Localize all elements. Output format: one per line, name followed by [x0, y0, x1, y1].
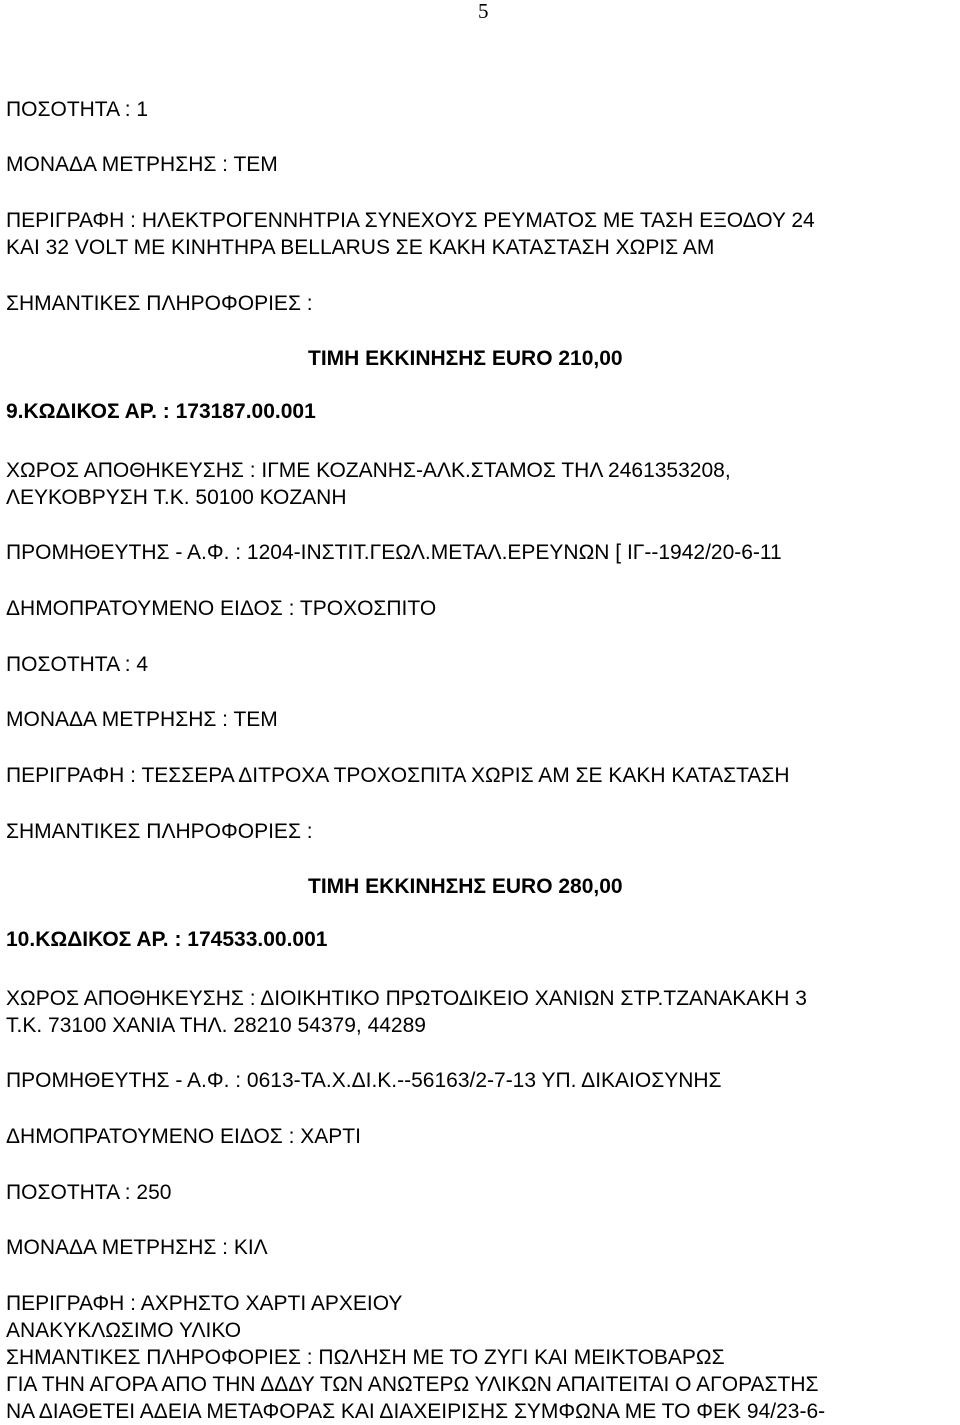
item9-starting-price: ΤΙΜΗ ΕΚΚΙΝΗΣΗΣ EURO 280,00 [308, 875, 623, 898]
item9-auctioned-item: ΔΗΜΟΠΡΑΤΟΥΜΕΝΟ ΕΙΔΟΣ : ΤΡΟΧΟΣΠΙΤΟ [6, 597, 437, 620]
item8-description-line1: ΠΕΡΙΓΡΑΦΗ : ΗΛΕΚΤΡΟΓΕΝΝΗΤΡΙΑ ΣΥΝΕΧΟΥΣ ΡΕΥΜΑΤΟΣ ΜΕ ΤΑΣΗ ΕΞΟΔΟΥ 24 [6, 209, 815, 232]
item9-quantity: ΠΟΣΟΤΗΤΑ : 4 [6, 653, 149, 676]
item10-auctioned-item: ΔΗΜΟΠΡΑΤΟΥΜΕΝΟ ΕΙΔΟΣ : ΧΑΡΤΙ [6, 1125, 361, 1148]
item10-important-info-line1: ΣΗΜΑΝΤΙΚΕΣ ΠΛΗΡΟΦΟΡΙΕΣ : ΠΩΛΗΣΗ ΜΕ ΤΟ ΖΥΓΙ ΚΑΙ ΜΕΙΚΤΟΒΑΡΩΣ [6, 1346, 725, 1369]
item8-important-info: ΣΗΜΑΝΤΙΚΕΣ ΠΛΗΡΟΦΟΡΙΕΣ : [6, 292, 313, 315]
item10-supplier: ΠΡΟΜΗΘΕΥΤΗΣ - Α.Φ. : 0613-ΤΑ.Χ.ΔΙ.Κ.--56163/2-7-13 ΥΠ. ΔΙΚΑΙΟΣΥΝΗΣ [6, 1069, 722, 1092]
item10-important-info-line3: ΝΑ ΔΙΑΘΕΤΕΙ ΑΔΕΙΑ ΜΕΤΑΦΟΡΑΣ ΚΑΙ ΔΙΑΧΕΙΡΙΣΗΣ ΣΥΜΦΩΝΑ ΜΕ ΤΟ ΦΕΚ 94/23-6- [6, 1400, 826, 1423]
item10-code: 10.ΚΩΔΙΚΟΣ ΑΡ. : 174533.00.001 [6, 928, 328, 951]
item9-storage-line2: ΛΕΥΚΟΒΡΥΣΗ Τ.Κ. 50100 ΚΟΖΑΝΗ [6, 486, 347, 509]
item9-code: 9.ΚΩΔΙΚΟΣ ΑΡ. : 173187.00.001 [6, 400, 316, 423]
page-number: 5 [478, 0, 489, 23]
item9-storage-line1: ΧΩΡΟΣ ΑΠΟΘΗΚΕΥΣΗΣ : ΙΓΜΕ ΚΟΖΑΝΗΣ-ΑΛΚ.ΣΤΑΜΟΣ ΤΗΛ 2461353208, [6, 459, 731, 482]
item10-important-info-line2: ΓΙΑ ΤΗΝ ΑΓΟΡΑ ΑΠΟ ΤΗΝ ΔΔΔΥ ΤΩΝ ΑΝΩΤΕΡΩ ΥΛΙΚΩΝ ΑΠΑΙΤΕΙΤΑΙ Ο ΑΓΟΡΑΣΤΗΣ [6, 1373, 819, 1396]
item8-starting-price: ΤΙΜΗ ΕΚΚΙΝΗΣΗΣ EURO 210,00 [308, 347, 623, 370]
item10-unit: ΜΟΝΑΔΑ ΜΕΤΡΗΣΗΣ : ΚΙΛ [6, 1236, 268, 1259]
item10-description-line1: ΠΕΡΙΓΡΑΦΗ : ΑΧΡΗΣΤΟ ΧΑΡΤΙ ΑΡΧΕΙΟΥ [6, 1292, 403, 1315]
item10-quantity: ΠΟΣΟΤΗΤΑ : 250 [6, 1181, 172, 1204]
item9-supplier: ΠΡΟΜΗΘΕΥΤΗΣ - Α.Φ. : 1204-ΙΝΣΤΙΤ.ΓΕΩΛ.ΜΕΤΑΛ.ΕΡΕΥΝΩΝ [ ΙΓ--1942/20-6-11 [6, 541, 782, 564]
item8-description-line2: ΚΑΙ 32 VOLT ΜΕ ΚΙΝΗΤΗΡΑ BELLARUS ΣΕ ΚΑΚΗ ΚΑΤΑΣΤΑΣΗ ΧΩΡΙΣ ΑΜ [6, 236, 715, 259]
item10-storage-line2: Τ.Κ. 73100 ΧΑΝΙΑ ΤΗΛ. 28210 54379, 44289 [6, 1014, 426, 1037]
item8-unit: ΜΟΝΑΔΑ ΜΕΤΡΗΣΗΣ : ΤΕΜ [6, 153, 278, 176]
item10-description-line2: ΑΝΑΚΥΚΛΩΣΙΜΟ ΥΛΙΚΟ [6, 1319, 242, 1342]
item10-storage-line1: ΧΩΡΟΣ ΑΠΟΘΗΚΕΥΣΗΣ : ΔΙΟΙΚΗΤΙΚΟ ΠΡΩΤΟΔΙΚΕΙΟ ΧΑΝΙΩΝ ΣΤΡ.ΤΖΑΝΑΚΑΚΗ 3 [6, 987, 807, 1010]
item9-description: ΠΕΡΙΓΡΑΦΗ : ΤΕΣΣΕΡΑ ΔΙΤΡΟΧΑ ΤΡΟΧΟΣΠΙΤΑ ΧΩΡΙΣ ΑΜ ΣΕ ΚΑΚΗ ΚΑΤΑΣΤΑΣΗ [6, 764, 790, 787]
item9-unit: ΜΟΝΑΔΑ ΜΕΤΡΗΣΗΣ : ΤΕΜ [6, 708, 278, 731]
item8-quantity: ΠΟΣΟΤΗΤΑ : 1 [6, 98, 149, 121]
item9-important-info: ΣΗΜΑΝΤΙΚΕΣ ΠΛΗΡΟΦΟΡΙΕΣ : [6, 820, 313, 843]
